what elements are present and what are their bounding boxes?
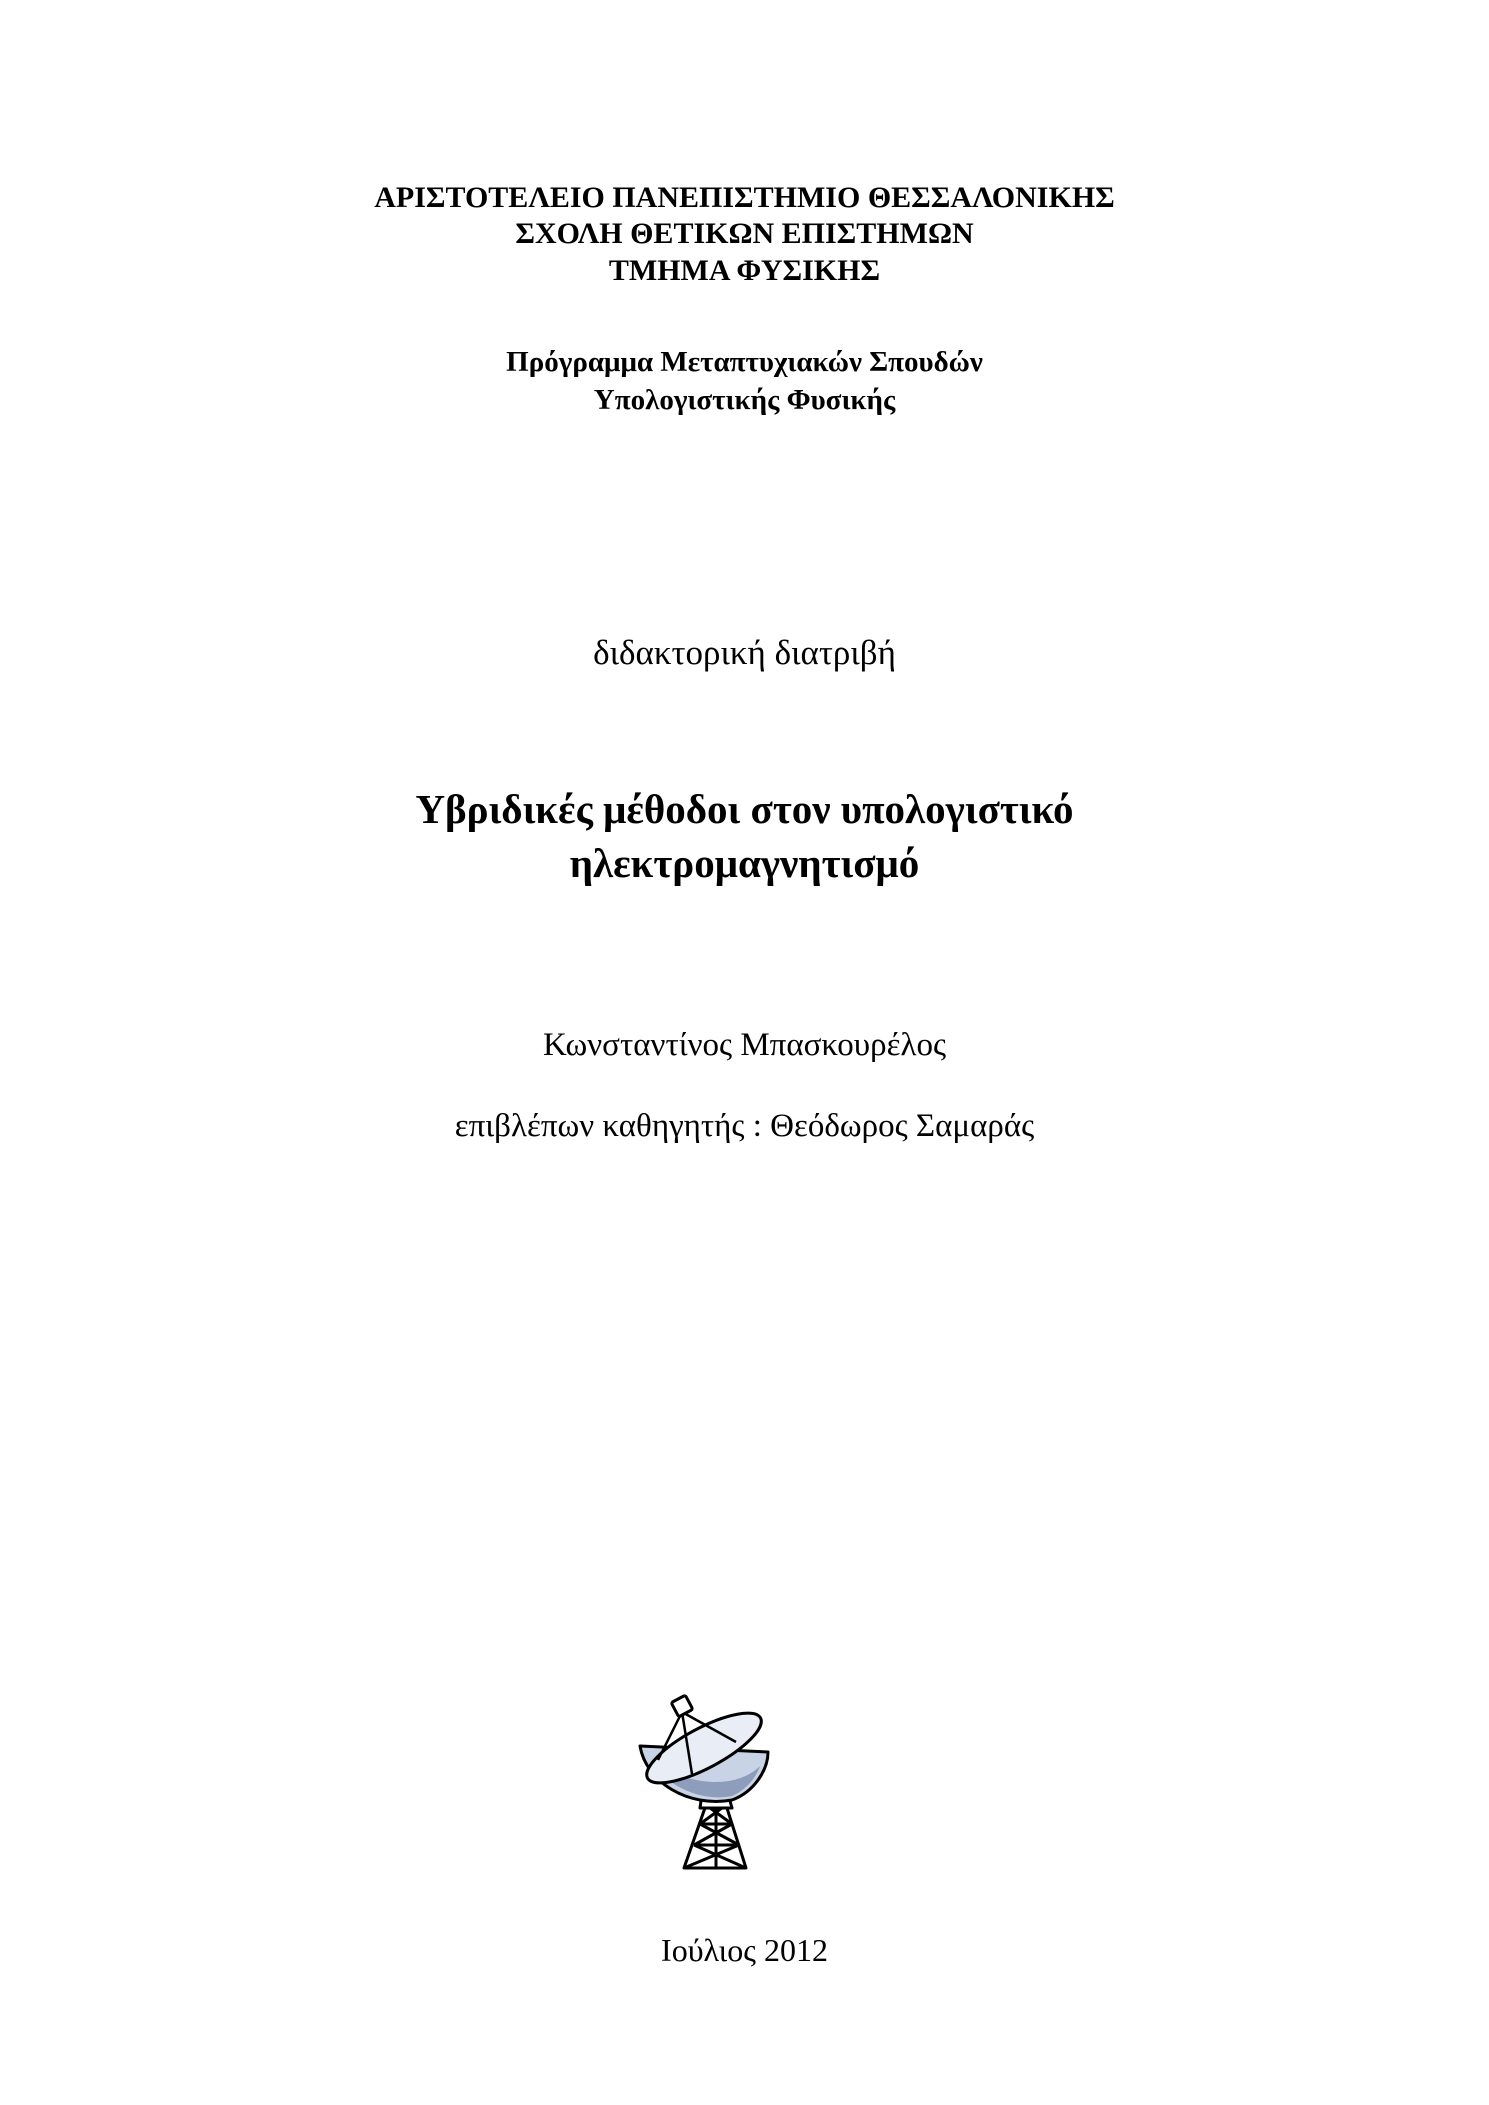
school-name: ΣΧΟΛΗ ΘΕΤΙΚΩΝ ΕΠΙΣΤΗΜΩΝ bbox=[515, 217, 974, 250]
program-name-line2: Υπολογιστικής Φυσικής bbox=[593, 384, 896, 416]
publication-date: Ιούλιος 2012 bbox=[661, 1932, 828, 1968]
tower-icon bbox=[684, 1805, 746, 1868]
author-name: Κωνσταντίνος Μπασκουρέλος bbox=[542, 1027, 947, 1063]
thesis-title-line1: Υβριδικές μέθοδοι στον υπολογιστικό bbox=[415, 786, 1074, 832]
document-type: διδακτορική διατριβή bbox=[593, 633, 896, 672]
department-name: ΤΜΗΜΑ ΦΥΣΙΚΗΣ bbox=[608, 254, 881, 287]
supervisor-line: επιβλέπων καθηγητής : Θεόδωρος Σαμαράς bbox=[454, 1108, 1035, 1144]
satellite-dish-icon bbox=[628, 1690, 788, 1870]
program-name-line1: Πρόγραμμα Μεταπτυχιακών Σπουδών bbox=[506, 346, 983, 378]
thesis-title-line2: ηλεκτρομαγνητισμό bbox=[569, 840, 920, 886]
university-name: ΑΡΙΣΤΟΤΕΛΕΙΟ ΠΑΝΕΠΙΣΤΗΜΙΟ ΘΕΣΣΑΛΟΝΙΚΗΣ bbox=[374, 181, 1115, 214]
